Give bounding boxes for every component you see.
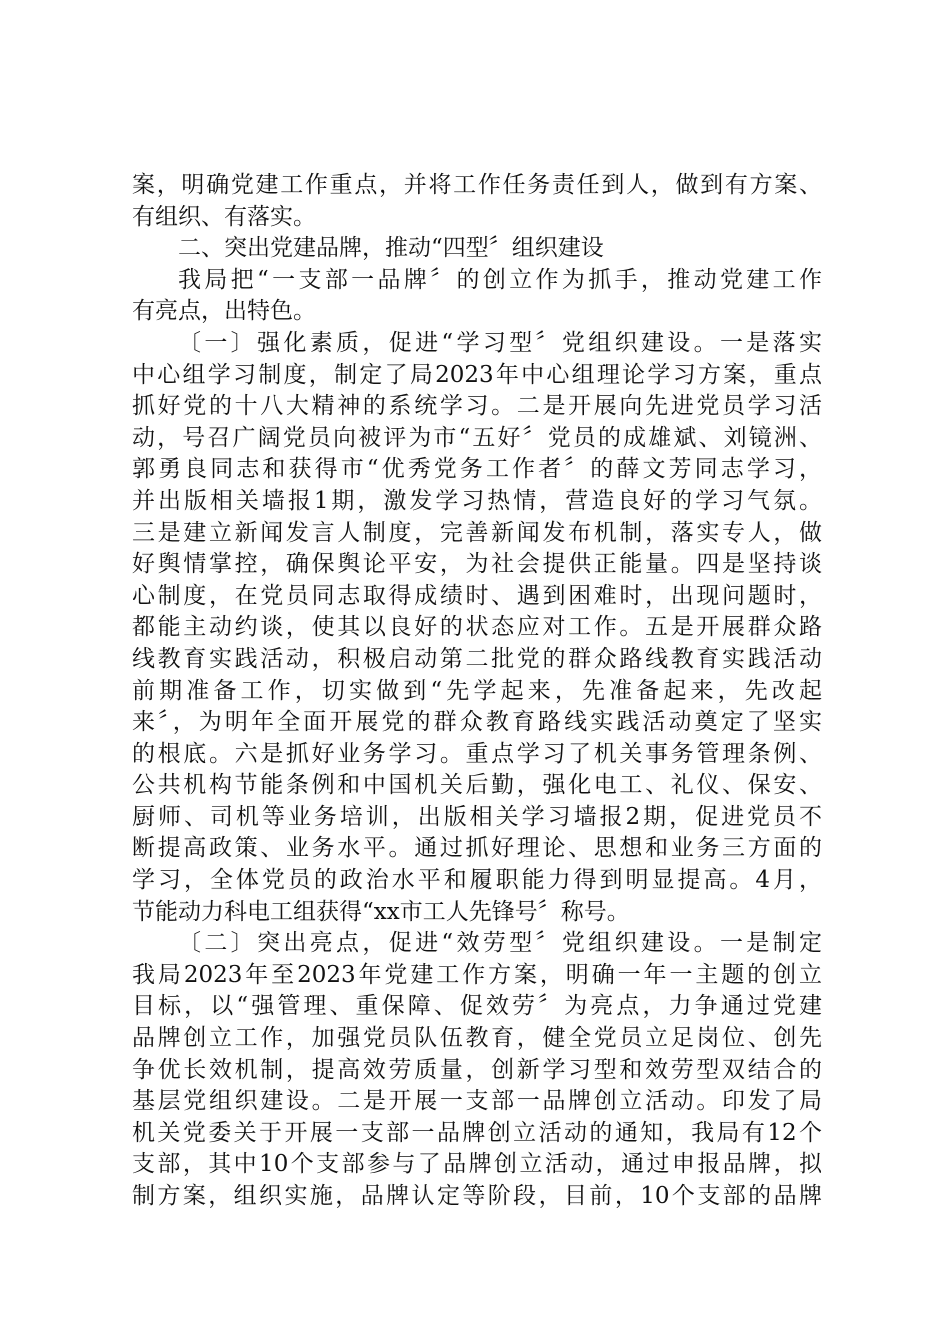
text-line: 品牌创立工作，加强党员队伍教育，健全党员立足岗位、创先 [132,1025,822,1052]
text-line: 二、突出党建品牌，推动“四型〞组织建设 [178,235,604,262]
text-line: 公共机构节能条例和中国机关后勤，强化电工、礼仪、保安、 [132,772,822,799]
text-line: 的根底。六是抓好业务学习。重点学习了机关事务管理条例、 [132,740,822,767]
text-line: 节能动力科电工组获得“xx市工人先锋号〞称号。 [132,898,630,925]
text-line: 中心组学习制度，制定了局2023年中心组理论学习方案，重点 [132,361,822,388]
text-line: 有组织、有落实。 [132,203,316,230]
text-line: 案，明确党建工作重点，并将工作任务责任到人，做到有方案、 [132,172,822,198]
text-line: 厨师、司机等业务培训，出版相关学习墙报2期，促进党员不 [132,803,822,830]
text-line: 有亮点，出特色。 [132,298,316,325]
text-line: 抓好党的十八大精神的系统学习。二是开展向先进党员学习活 [132,393,822,420]
document-body [132,170,822,1213]
text-line: 断提高政策、业务水平。通过抓好理论、思想和业务三方面的 [132,835,822,862]
text-line: 支部，其中10个支部参与了品牌创立活动，通过申报品牌，拟 [132,1151,822,1178]
text-line: 并出版相关墙报1期，激发学习热情，营造良好的学习气氛。 [132,487,822,514]
text-line: 基层党组织建设。二是开展一支部一品牌创立活动。印发了局 [132,1088,822,1115]
text-line: 机关党委关于开展一支部一品牌创立活动的通知，我局有12个 [132,1119,822,1146]
text-line: 〔二〕突出亮点，促进“效劳型〞党组织建设。一是制定 [178,930,822,957]
text-line: 我局把“一支部一品牌〞的创立作为抓手，推动党建工作 [178,266,822,293]
text-line: 学习，全体党员的政治水平和履职能力得到明显提高。4月， [132,867,822,894]
text-line: 目标，以“强管理、重保障、促效劳〞为亮点，力争通过党建 [132,993,822,1020]
text-line: 来〞，为明年全面开展党的群众教育路线实践活动奠定了坚实 [132,709,822,736]
text-line: 〔一〕强化素质，促进“学习型〞党组织建设。一是落实 [178,329,822,356]
text-line: 我局2023年至2023年党建工作方案，明确一年一主题的创立 [132,961,822,988]
text-line: 争优长效机制，提高效劳质量，创新学习型和效劳型双结合的 [132,1056,822,1083]
text-line: 都能主动约谈，使其以良好的状态应对工作。五是开展群众路 [132,614,822,641]
text-line: 动，号召广阔党员向被评为市“五好〞党员的成雄斌、刘镜洲、 [132,424,822,451]
text-line: 心制度，在党员同志取得成绩时、遇到困难时，出现问题时， [132,582,822,609]
text-line: 线教育实践活动，积极启动第二批党的群众路线教育实践活动 [132,645,822,672]
text-line: 制方案，组织实施，品牌认定等阶段，目前，10个支部的品牌 [132,1183,822,1209]
text-line: 前期准备工作，切实做到“先学起来，先准备起来，先改起 [132,677,822,704]
text-line: 好舆情掌控，确保舆论平安，为社会提供正能量。四是坚持谈 [132,551,822,578]
text-line: 三是建立新闻发言人制度，完善新闻发布机制，落实专人，做 [132,519,822,546]
text-line: 郭勇良同志和获得市“优秀党务工作者〞的薛文芳同志学习， [132,456,822,483]
